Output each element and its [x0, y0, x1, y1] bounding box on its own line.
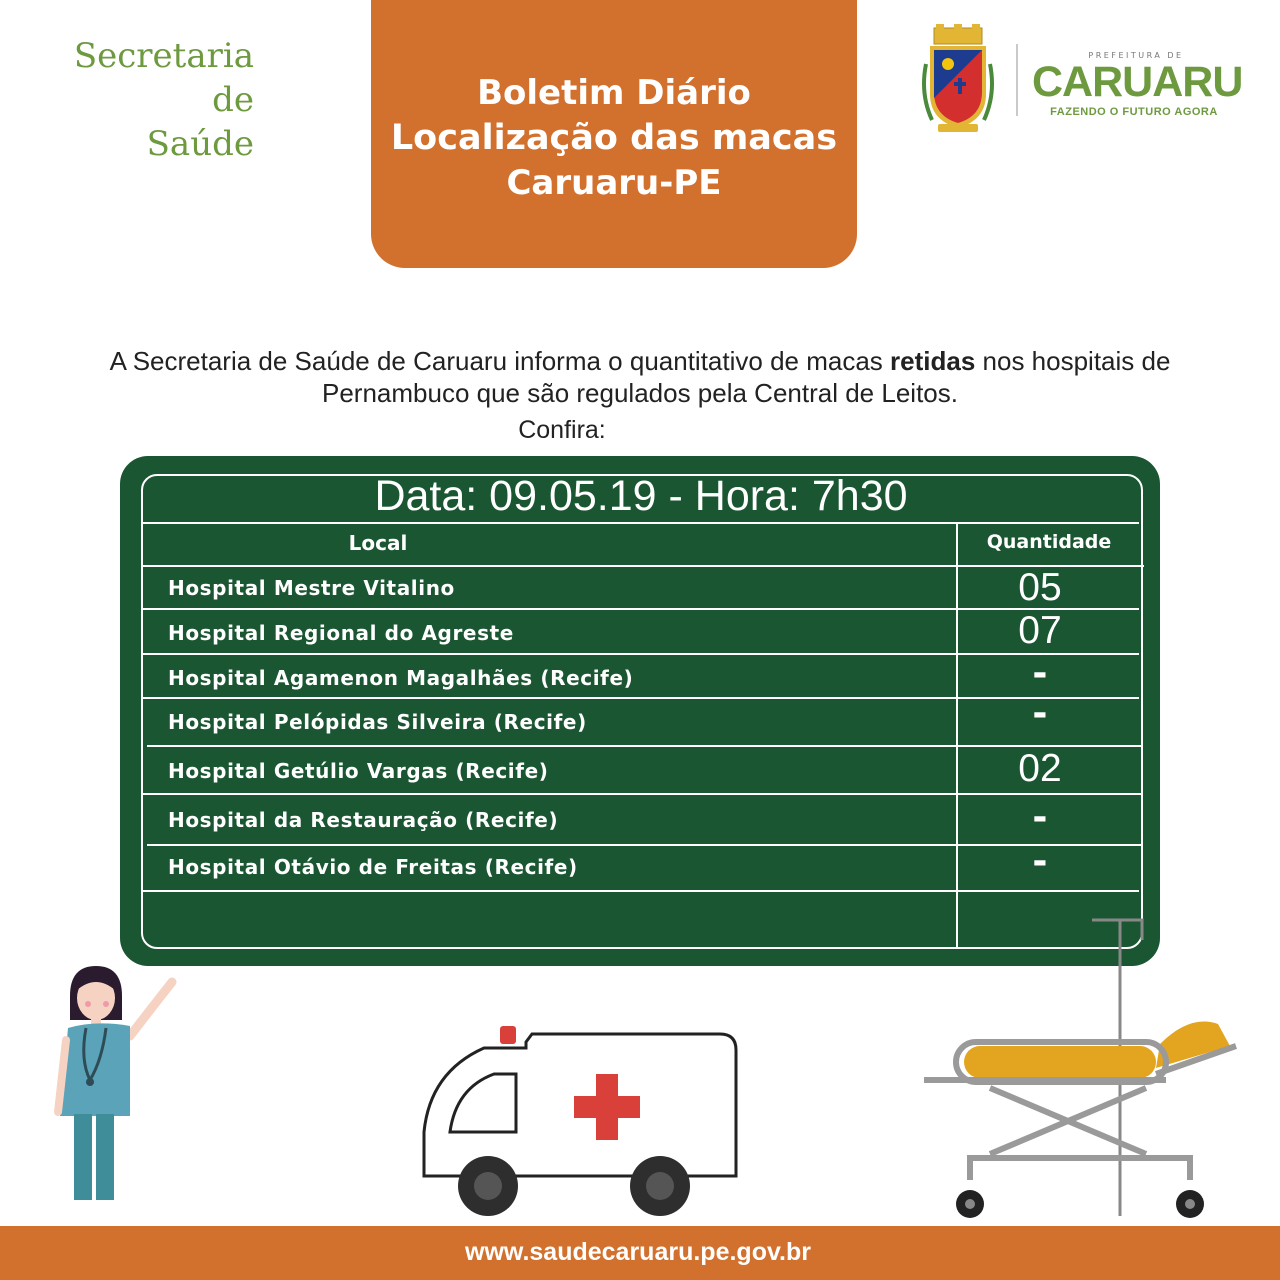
hospital-name: Hospital Pelópidas Silveira (Recife): [168, 710, 587, 734]
logo-slogan: FAZENDO O FUTURO AGORA: [1050, 106, 1218, 118]
hospital-quantity: -: [1032, 835, 1048, 884]
intro-part2: nos hospitais de: [975, 346, 1171, 376]
department-line1: Secretaria de: [73, 36, 254, 120]
row-divider: [143, 522, 1139, 524]
header-local: Local: [348, 531, 408, 555]
hospital-name: Hospital Regional do Agreste: [168, 621, 514, 645]
hospital-quantity: -: [1032, 647, 1048, 696]
ambulance-illustration: [420, 1022, 740, 1222]
hospital-name: Hospital Agamenon Magalhães (Recife): [168, 666, 634, 690]
stretcher-illustration: [920, 918, 1246, 1224]
logo-prefeitura: PREFEITURA DE: [1088, 51, 1184, 60]
intro-line1: [30, 345, 1250, 377]
confira-label: Confira:: [518, 416, 606, 444]
date-time-heading: Data: 09.05.19 - Hora: 7h30: [374, 472, 908, 520]
title-banner: [371, 0, 857, 268]
hospital-quantity: 07: [1018, 609, 1062, 652]
nurse-illustration: [50, 960, 190, 1210]
hospital-quantity: -: [1032, 687, 1048, 736]
header-quantity: Quantidade: [986, 531, 1112, 553]
intro-text: [30, 345, 1250, 409]
hospital-name: Hospital Getúlio Vargas (Recife): [168, 759, 549, 783]
column-divider: [956, 522, 958, 947]
intro-line2: Pernambuco que são regulados pela Central de Leitos.: [322, 378, 958, 408]
hospital-quantity: 02: [1018, 747, 1062, 790]
footer-bar: [0, 1226, 1280, 1280]
hospital-quantity: 05: [1018, 566, 1062, 609]
department-line2: Saúde: [146, 124, 254, 164]
intro-part1: A Secretaria de Saúde de Caruaru informa o quantitativo de macas: [109, 346, 891, 376]
department-label: [24, 34, 254, 166]
logo-divider: [1016, 44, 1018, 116]
city-crest-icon: [918, 24, 998, 136]
banner-line1: Boletim Diário: [477, 73, 751, 113]
banner-line3: Caruaru-PE: [506, 163, 722, 203]
intro-bold: retidas: [890, 346, 976, 376]
hospital-name: Hospital Mestre Vitalino: [168, 576, 455, 600]
hospital-name: Hospital da Restauração (Recife): [168, 808, 559, 832]
hospital-name: Hospital Otávio de Freitas (Recife): [168, 855, 578, 879]
website-link[interactable]: www.saudecaruaru.pe.gov.br: [465, 1238, 811, 1266]
logo-city-name: CARUARU: [1032, 58, 1243, 106]
banner-line2: Localização das macas: [390, 118, 838, 158]
row-divider: [143, 890, 1139, 892]
hospital-quantity: -: [1032, 791, 1048, 840]
